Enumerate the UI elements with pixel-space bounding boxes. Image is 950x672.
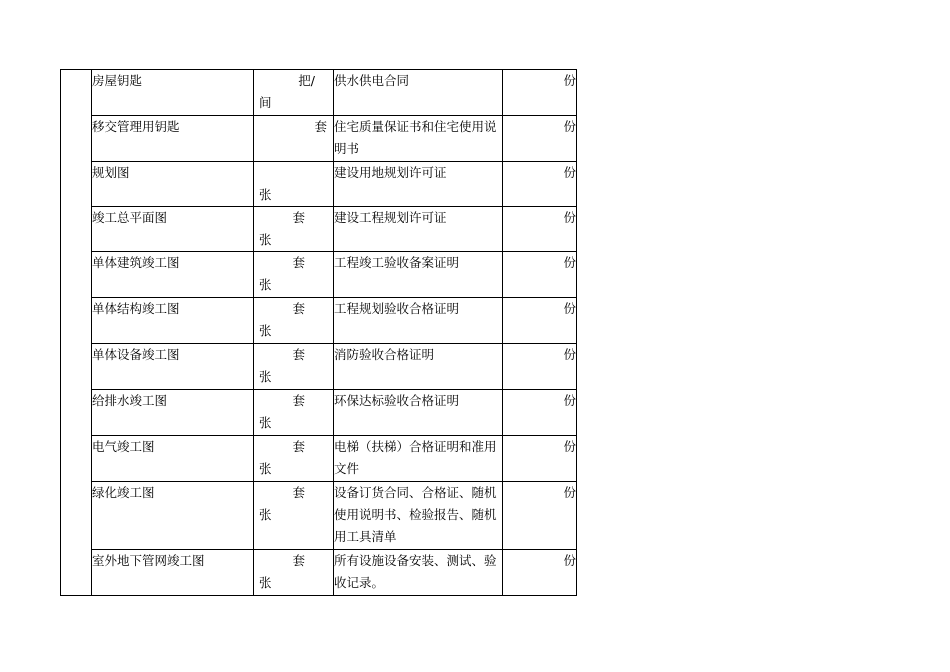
unit-label: 套 [292,485,305,500]
item-cell: 单体建筑竣工图 [92,252,254,298]
unit-label: 套 [292,301,305,316]
unit-label-second-line: 张 [259,369,272,384]
unit-label-second-line: 张 [259,415,272,430]
unit-label-second-line: 张 [259,232,272,247]
item-cell: 房屋钥匙 [92,70,254,116]
table-row [61,482,577,550]
unit-label-second-line: 间 [259,95,272,110]
item-cell: 给排水竣工图 [92,390,254,436]
copy-unit-cell [503,252,577,298]
copy-unit-cell [503,162,577,207]
unit-cell [254,550,334,596]
item-cell: 电气竣工图 [92,436,254,482]
unit-label: 套 [292,393,305,408]
table-row [61,436,577,482]
item-cell: 竣工总平面图 [92,207,254,252]
unit-cell [254,390,334,436]
item-cell: 规划图 [92,162,254,207]
document-cell: 所有设施设备安装、测试、验收记录。 [334,550,503,596]
copy-unit-label: 份 [563,439,576,454]
unit-label: 套 [292,553,305,568]
unit-label-second-line: 张 [259,575,272,590]
item-cell: 单体设备竣工图 [92,344,254,390]
copy-unit-label: 份 [563,485,576,500]
document-cell: 工程规划验收合格证明 [334,298,503,344]
handover-table [60,69,577,596]
unit-cell [254,252,334,298]
unit-cell [254,116,334,162]
table-row [61,390,577,436]
table-row [61,298,577,344]
copy-unit-cell [503,70,577,116]
unit-label: 套 [292,347,305,362]
copy-unit-cell [503,298,577,344]
unit-label [254,162,333,184]
unit-label-second-line: 张 [259,461,272,476]
table-row [61,116,577,162]
unit-label: 套 [292,439,305,454]
copy-unit-label: 份 [563,165,576,180]
document-cell: 环保达标验收合格证明 [334,390,503,436]
copy-unit-label: 份 [563,255,576,270]
copy-unit-cell [503,344,577,390]
unit-label-second-line: 张 [259,323,272,338]
copy-unit-cell [503,482,577,550]
copy-unit-label: 份 [563,301,576,316]
document-cell: 建设用地规划许可证 [334,162,503,207]
copy-unit-cell [503,436,577,482]
table-row [61,70,577,116]
document-cell: 工程竣工验收备案证明 [334,252,503,298]
copy-unit-cell [503,390,577,436]
copy-unit-label: 份 [563,210,576,225]
document-cell: 设备订货合同、合格证、随机使用说明书、检验报告、随机用工具清单 [334,482,503,550]
unit-label-second-line: 张 [259,507,272,522]
unit-cell [254,70,334,116]
merged-side-cell [61,70,92,596]
document-cell: 消防验收合格证明 [334,344,503,390]
unit-label: 套 [314,119,327,134]
document-cell: 供水供电合同 [334,70,503,116]
item-cell: 室外地下管网竣工图 [92,550,254,596]
unit-label: 把/ [298,73,315,88]
unit-cell [254,162,334,207]
document-cell: 住宅质量保证书和住宅使用说明书 [334,116,503,162]
copy-unit-cell [503,550,577,596]
table-row [61,162,577,207]
copy-unit-label: 份 [563,73,576,88]
item-cell: 绿化竣工图 [92,482,254,550]
copy-unit-label: 份 [563,347,576,362]
document-cell: 电梯（扶梯）合格证明和准用文件 [334,436,503,482]
unit-cell [254,298,334,344]
unit-label-second-line: 张 [259,277,272,292]
unit-label: 套 [292,210,305,225]
unit-cell [254,207,334,252]
copy-unit-label: 份 [563,119,576,134]
document-cell: 建设工程规划许可证 [334,207,503,252]
unit-label: 套 [292,255,305,270]
copy-unit-cell [503,116,577,162]
table-row [61,344,577,390]
item-cell: 移交管理用钥匙 [92,116,254,162]
copy-unit-cell [503,207,577,252]
copy-unit-label: 份 [563,553,576,568]
unit-label-second-line: 张 [259,187,272,202]
table-row [61,252,577,298]
table-row [61,550,577,596]
unit-cell [254,344,334,390]
table-row [61,207,577,252]
unit-cell [254,436,334,482]
item-cell: 单体结构竣工图 [92,298,254,344]
copy-unit-label: 份 [563,393,576,408]
unit-cell [254,482,334,550]
